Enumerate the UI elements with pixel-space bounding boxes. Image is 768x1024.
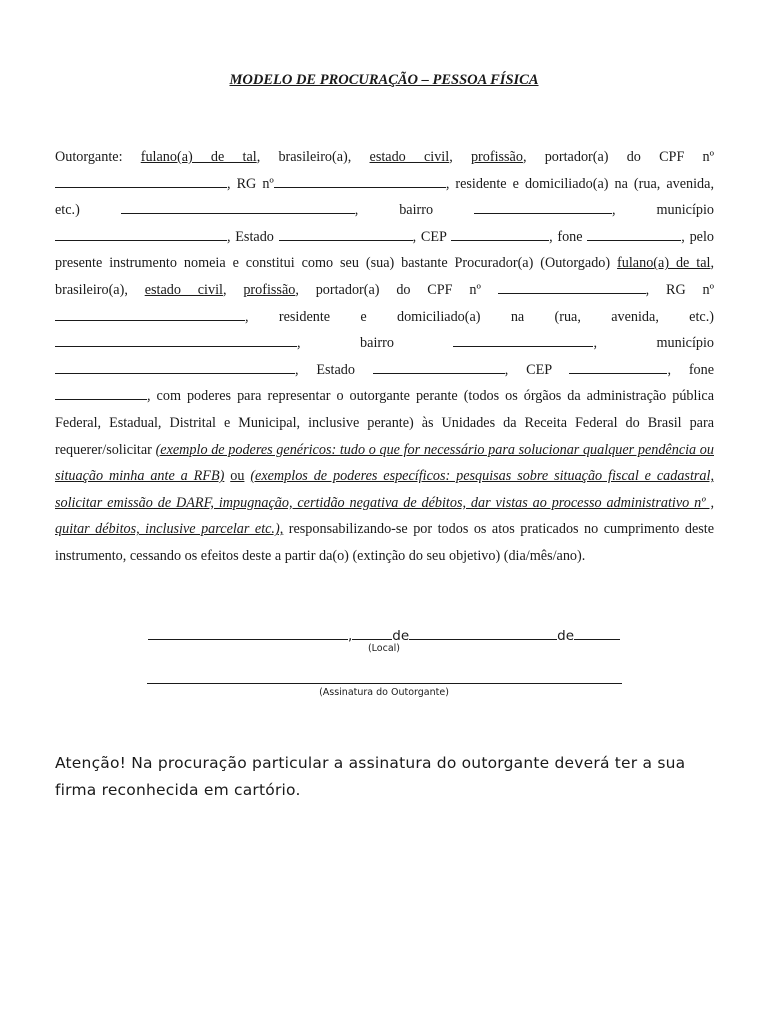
outorgante-estado-label: Estado <box>235 228 274 245</box>
outorgante-bairro-field <box>474 202 612 214</box>
outorgado-profession: profissão <box>243 281 296 298</box>
outorgado-rg-field <box>55 309 245 321</box>
powers-text: com poderes para representar o outorgante perante (todos os órgãos da administração pública Federal, Estadual, Distrital e Municipal, inclusive perante) às Unidades da Receita Federal do Brasil para requerer/solicitar <box>55 388 715 458</box>
local-caption: (Local) <box>367 643 401 654</box>
outorgado-estado-field <box>373 362 505 374</box>
year-field <box>574 626 620 640</box>
outorgante-civil-status: estado civil <box>369 149 450 165</box>
document-title: MODELO DE PROCURAÇÃO – PESSOA FÍSICA <box>229 72 539 88</box>
outorgante-estado-field <box>279 229 413 241</box>
outorgante-cpf-label: portador(a) do CPF nº <box>544 149 715 165</box>
outorgado-fone-field <box>55 388 147 400</box>
outorgante-rg-label: RG nº <box>236 175 274 192</box>
outorgado-cpf-label: portador(a) do CPF nº <box>315 281 481 298</box>
outorgante-address-label: residente e domiciliado(a) na (rua, avenida, etc.) <box>55 175 714 219</box>
outorgado-rg-label: RG nº <box>666 281 715 298</box>
date-de-2: de <box>557 628 575 644</box>
closing-text: responsabilizando-se por todos os atos praticados no cumprimento deste instrumento, cessando os efeitos deste a partir da(o) (extinção do seu objetivo) (dia/mês/ano). <box>55 521 714 564</box>
outorgado-fone-label: fone <box>688 361 715 378</box>
outorgante-fone-field <box>587 229 681 241</box>
outorgado-municipio-field <box>55 362 295 374</box>
outorgado-name: fulano(a) de tal <box>617 255 711 272</box>
outorgante-municipio-field <box>55 229 227 241</box>
outorgante-cep-label: CEP <box>420 228 447 245</box>
outorgado-municipio-label: município <box>656 335 715 352</box>
outorgante-rg-field <box>274 176 446 188</box>
outorgado-civil-status: estado civil <box>144 281 223 298</box>
outorgado-cep-label: CEP <box>526 361 552 378</box>
outorgado-nationality: brasileiro(a), <box>55 281 128 298</box>
outorgante-profession: profissão <box>470 149 523 165</box>
outorgado-cpf-field <box>498 282 646 294</box>
signature-line <box>147 683 622 684</box>
outorgado-cep-field <box>569 362 667 374</box>
specific-powers-example: (exemplos de poderes específicos: pesquisas sobre situação fiscal e cadastral, solicitar emissão de DARF, impugnação, certidão negativa de débitos, dar vistas ao processo administrativo nº , quitar débitos, inclusive parcelar etc.), <box>55 468 714 538</box>
outorgado-estado-label: Estado <box>316 361 355 378</box>
outorgado-address-label: residente e domiciliado(a) na (rua, avenida, etc.) <box>278 308 714 325</box>
generic-powers-example: (exemplo de poderes genéricos: tudo o que for necessário para solucionar qualquer pendência ou situação minha ante a RFB) <box>55 441 714 485</box>
nomination-text: pelo presente instrumento nomeia e constitui como seu (sua) bastante Procurador(a) (Outorgado) <box>55 228 714 272</box>
or-word: ou <box>230 468 245 485</box>
outorgante-label: Outorgante: <box>55 149 123 165</box>
outorgante-cpf-field <box>55 176 227 188</box>
attention-notice: Atenção! Na procuração particular a assinatura do outorgante deverá ter a sua firma reconhecida em cartório. <box>55 754 686 799</box>
local-field <box>148 626 348 640</box>
date-de-1: de <box>392 628 410 644</box>
document-body <box>55 144 714 570</box>
outorgante-bairro-label: bairro <box>399 202 434 219</box>
outorgado-bairro-label: bairro <box>360 335 394 352</box>
place-date-line: , de de <box>0 626 768 644</box>
day-field <box>352 626 392 640</box>
outorgante-cep-field <box>451 229 549 241</box>
outorgante-municipio-label: município <box>656 202 715 219</box>
outorgado-address-field <box>55 335 297 347</box>
outorgante-name: fulano(a) de tal <box>140 149 257 165</box>
outorgante-address-field <box>121 202 355 214</box>
outorgante-paragraph: Outorgante: fulano(a) de tal, brasileiro(a), estado civil, profissão, portador(a) do CPF nº , RG nº , residente e domiciliado(a) na (rua, avenida, etc.) , bairro , município , Estado , CEP , fone , pelo presente instrumento nomeia e constitui como seu (sua) bastante Procurador(a) (Outorgado) fulano(a) de tal, brasileiro(a), estado civil, profissão, portador(a) do CPF nº , RG nº, residente e domiciliado(a) na (rua, avenida, etc.) , bairro , município , Estado , CEP , fone , com poderes para representar o outorgante perante (todos os órgãos da administração pública Federal, Estadual, Distrital e Municipal, inclusive perante) às Unidades da Receita Federal do Brasil para requerer/solicitar (exemplo de poderes genéricos: tudo o que for necessário para solucionar qualquer pendência ou situação minha ante a RFB) ou (exemplos de poderes específicos: pesquisas sobre situação fiscal e cadastral, solicitar emissão de DARF, impugnação, certidão negativa de débitos, dar vistas ao processo administrativo nº , quitar débitos, inclusive parcelar etc.), responsabilizando-se por todos os atos praticados no cumprimento deste instrumento, cessando os efeitos deste a partir da(o) (extinção do seu objetivo) (dia/mês/ano). <box>55 149 715 564</box>
outorgante-nationality: brasileiro(a), <box>278 149 352 165</box>
signature-caption: (Assinatura do Outorgante) <box>319 687 449 698</box>
outorgado-bairro-field <box>453 335 593 347</box>
month-field <box>409 626 557 640</box>
outorgante-fone-label: fone <box>557 228 583 245</box>
